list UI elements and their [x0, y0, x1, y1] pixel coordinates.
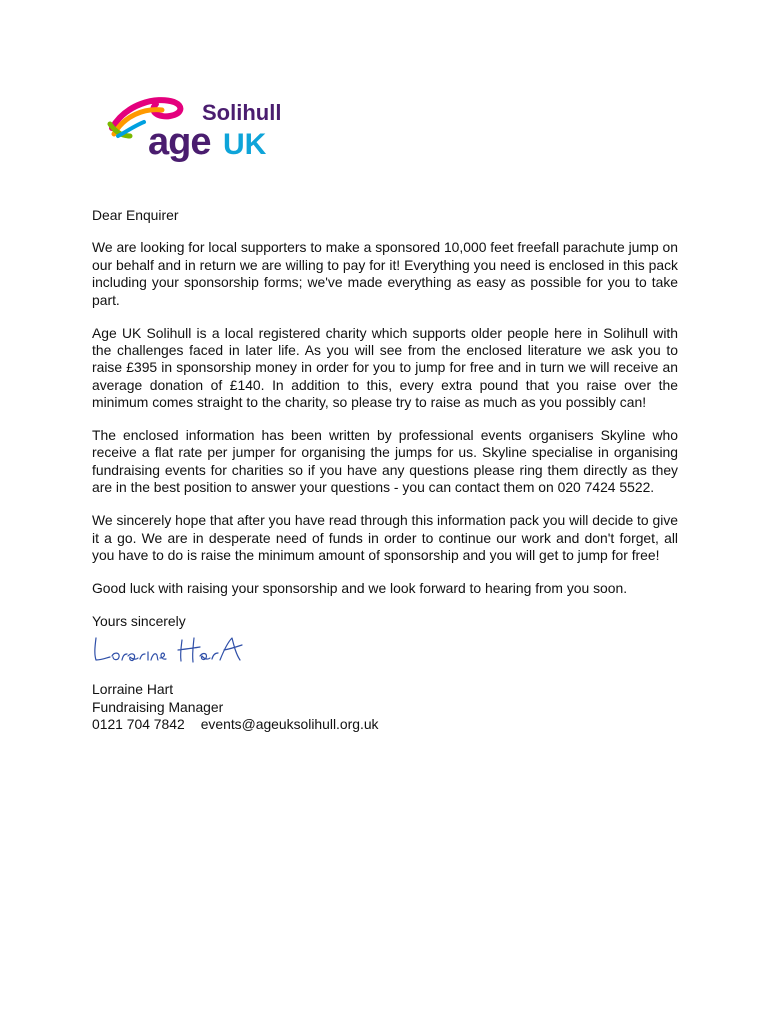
letter-body — [92, 207, 678, 733]
logo-uk-text: UK — [223, 128, 267, 161]
contact-line — [92, 716, 678, 733]
signature-stroke-first-name — [95, 638, 166, 660]
logo-graphic — [104, 90, 294, 170]
signatory-name: Lorraine Hart — [92, 681, 174, 698]
paragraph-good-luck: Good luck with raising your sponsorship and we look forward to hearing from you soon. — [92, 579, 628, 596]
signature-stroke-last-name — [178, 638, 242, 662]
paragraph-skyline: The enclosed information has been written by professional events organisers Skyline who receive a flat rate per jumper for organising the jumps for us. Skyline specialise in organising fundraising events for charities so if you have any questions please ring them directly as they are in the best position to answer your questions - you can contact them on 020 7424 5522. — [92, 427, 678, 496]
closing: Yours sincerely — [92, 612, 186, 629]
paragraph-about-charity: Age UK Solihull is a local registered charity which supports older people here in Solihull with the challenges faced in later life. As you will see from the enclosed literature we ask you to raise £395 in sponsorship money in order for you to jump for free and in turn we will receive an average donation of £140. In addition to this, every extra pound that you raise over the minimum comes straight to the charity, so please try to raise as much as you possibly can! — [92, 324, 678, 411]
contact-email: events@ageuksolihull.org.uk — [200, 716, 379, 733]
paragraph-intro: We are looking for local supporters to make a sponsored 10,000 feet freefall parachute jump on our behalf and in return we are willing to pay for it! Everything you need is enclosed in this pack including your sponsorship forms; we've made everything as easy as possible for you to take part. — [92, 239, 678, 308]
logo-solihull-text: Solihull — [202, 100, 282, 125]
signatory-title: Fundraising Manager — [92, 698, 224, 715]
signatory-block — [92, 681, 678, 733]
handwritten-signature — [92, 632, 252, 668]
logo-age-text: age — [148, 121, 211, 163]
contact-phone: 0121 704 7842 — [92, 716, 185, 733]
paragraph-appeal: We sincerely hope that after you have read through this information pack you will decide to give it a go. We are in desperate need of funds in order to continue our work and don't forget, all you have to do is raise the minimum amount of sponsorship and you will get to jump for free! — [92, 512, 678, 563]
age-uk-solihull-logo — [104, 90, 294, 170]
greeting: Dear Enquirer — [92, 207, 179, 223]
